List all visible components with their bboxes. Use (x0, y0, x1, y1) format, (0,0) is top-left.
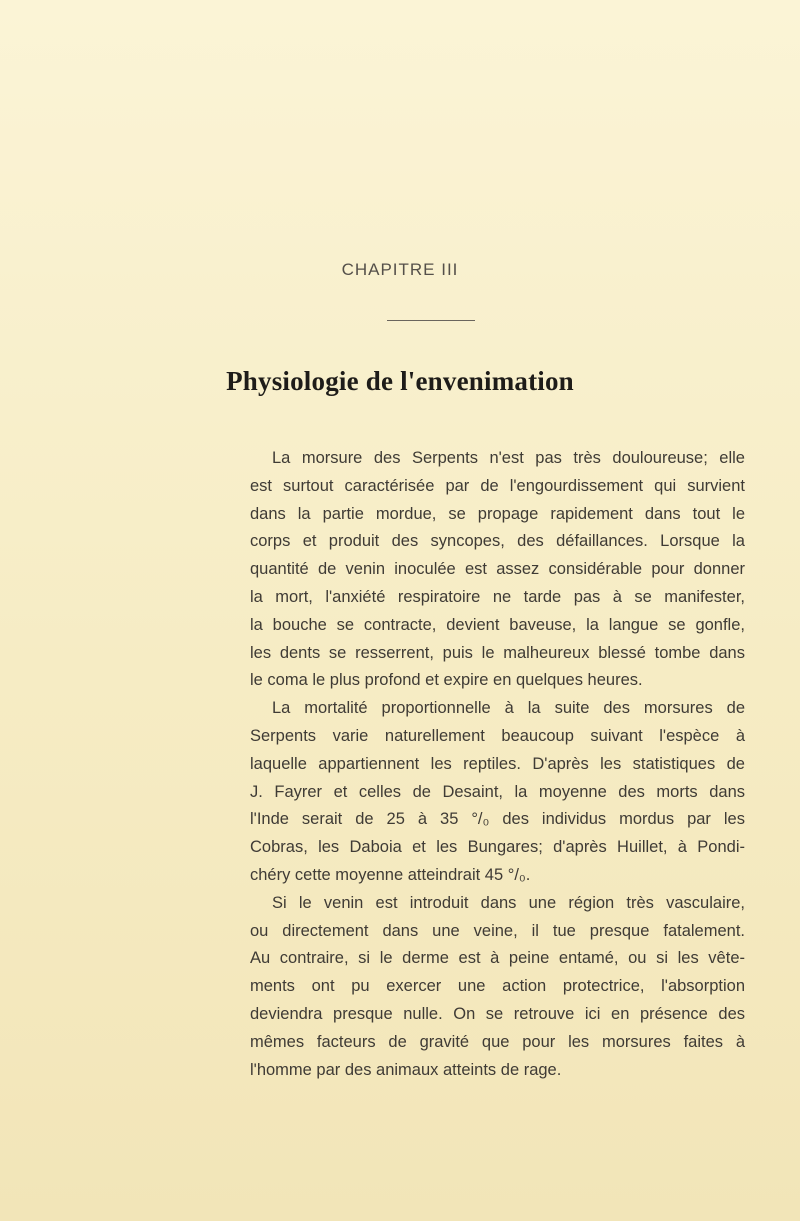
text-line: est surtout caractérisée par de l'engourdissement qui survient (250, 476, 745, 495)
text-line: le coma le plus profond et expire en quelques heures. (250, 671, 643, 690)
text-line: la bouche se contracte, devient baveuse, la langue se gonfle, (250, 615, 745, 634)
text-line: J. Fayrer et celles de Desaint, la moyenne des morts dans (250, 782, 745, 801)
text-line: Cobras, les Daboia et les Bungares; d'après Huillet, à Pondi- (250, 838, 745, 857)
page-title: Physiologie de l'envenimation (226, 366, 574, 396)
text-line: La mortalité proportionnelle à la suite des morsures de (272, 699, 745, 718)
text-line: chéry cette moyenne atteindrait 45 °/₀. (250, 866, 531, 884)
text-line: l'homme par des animaux atteints de rage. (250, 1060, 562, 1079)
text-line: Si le venin est introduit dans une région très vasculaire, (272, 893, 745, 912)
text-line: La morsure des Serpents n'est pas très douloureuse; elle (272, 449, 745, 467)
text-line: les dents se resserrent, puis le malheureux blessé tombe dans (250, 643, 745, 662)
text-line: l'Inde serait de 25 à 35 °/₀ des individus mordus par les (250, 810, 745, 829)
text-line: Au contraire, si le derme est à peine entamé, ou si les vête- (250, 949, 745, 968)
text-line: quantité de venin inoculée est assez considérable pour donner (250, 560, 745, 579)
text-line: deviendra presque nulle. On se retrouve ici en présence des (250, 1005, 745, 1023)
text-line: ments ont pu exercer une action protectrice, l'absorption (250, 977, 745, 996)
text-line: ou directement dans une veine, il tue presque fatalement. (250, 921, 745, 940)
text-line: Serpents varie naturellement beaucoup suivant l'espèce à (250, 727, 745, 745)
chapter-heading: CHAPITRE III (341, 260, 459, 279)
divider-rule (387, 320, 475, 321)
text-line: corps et produit des syncopes, des défaillances. Lorsque la (250, 532, 745, 551)
text-line: mêmes facteurs de gravité que pour les morsures faites à (250, 1032, 745, 1051)
text-line: laquelle appartiennent les reptiles. D'après les statistiques de (250, 754, 745, 773)
text-line: la mort, l'anxiété respiratoire ne tarde pas à se manifester, (250, 588, 745, 606)
text-line: dans la partie mordue, se propage rapidement dans tout le (250, 504, 745, 523)
